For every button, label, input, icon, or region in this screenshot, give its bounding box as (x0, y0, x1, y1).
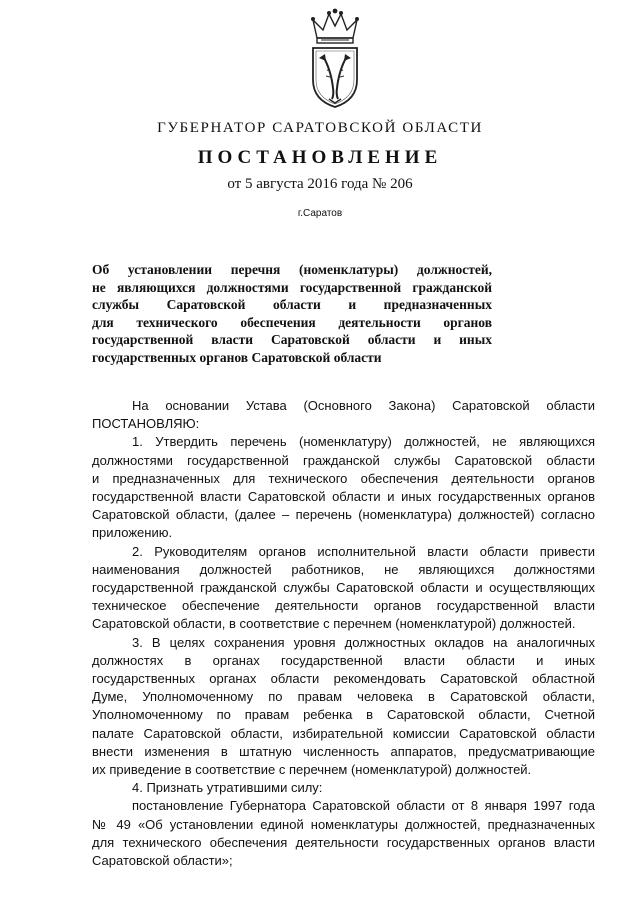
document-type-heading: ПОСТАНОВЛЕНИЕ (197, 147, 443, 168)
title-line: государственных органов Саратовской области (92, 349, 382, 365)
title-line: не являющихся должностями государственной гражданской (92, 279, 492, 295)
body-line: наименования должностей работников, не являющихся должностями (92, 561, 595, 577)
body-line: Саратовской области, в соответствие с перечнем (номенклатурой) должностей. (92, 616, 576, 632)
body-line: палате Саратовской области, избирательной комиссии Саратовской области (92, 725, 595, 741)
body-line: ПОСТАНОВЛЯЮ: (92, 416, 200, 432)
title-line: для технического обеспечения деятельности органов (92, 314, 492, 330)
body-line: 1. Утвердить перечень (номенклатуру) должностей, не являющихся (132, 434, 595, 450)
body-line: внести изменения в штатную численность аппаратов, предусматривающие (92, 743, 595, 759)
body-line: № 49 «Об установлении единой номенклатуры должностей, предназначенных (92, 816, 595, 832)
body-line: 2. Руководителям органов исполнительной власти области привести (132, 543, 595, 559)
body-line: приложению. (92, 525, 173, 541)
title-line: службы Саратовской области и предназначенных (92, 297, 492, 313)
document-date-number: от 5 августа 2016 года № 206 (227, 176, 413, 192)
body-line: Уполномоченному по правам ребенка в Саратовской области, Счетной (92, 707, 595, 723)
body-line: постановление Губернатора Саратовской области от 8 января 1997 года (132, 798, 595, 814)
body-line: должностях в органах государственной власти области и иных (92, 652, 595, 668)
title-line: государственной власти Саратовской области и иных (92, 332, 492, 348)
body-line: их приведение в соответствие с перечнем (номенклатурой) должностей. (92, 762, 532, 778)
body-line: государственной гражданской службы Саратовской области и осуществляющих (92, 580, 595, 596)
title-line: Об установлении перечня (номенклатуры) должностей, (92, 262, 492, 277)
body-line: 4. Признать утратившими силу: (132, 780, 323, 796)
document-body (92, 397, 595, 870)
document-title (92, 261, 492, 367)
authority-heading: ГУБЕРНАТОР САРАТОВСКОЙ ОБЛАСТИ (157, 120, 483, 136)
body-line: государственной власти Саратовской области и иных государственных органов (92, 489, 595, 505)
body-line: должностями государственной гражданской службы Саратовской области (92, 452, 595, 468)
body-line: На основании Устава (Основного Закона) Саратовской области (132, 398, 595, 413)
body-line: Саратовской области»; (92, 853, 233, 869)
body-line: Саратовской области, (далее – перечень (номенклатура) должностей) согласно (92, 507, 595, 523)
body-line: государственных органах области рекомендовать Саратовской областной (92, 671, 595, 687)
body-line: Думе, Уполномоченному по правам человека в Саратовской области, (92, 689, 595, 705)
body-line: и предназначенных для технического обеспечения деятельности органов (92, 470, 595, 486)
document-city: г.Саратов (297, 208, 343, 219)
coat-of-arms-icon (307, 8, 363, 108)
body-line: техническое обеспечение деятельности органов государственной власти (92, 598, 595, 614)
body-line: 3. В целях сохранения уровня должностных окладов на аналогичных (132, 634, 595, 650)
body-line: для технического обеспечения деятельности государственных органов власти (92, 834, 595, 850)
